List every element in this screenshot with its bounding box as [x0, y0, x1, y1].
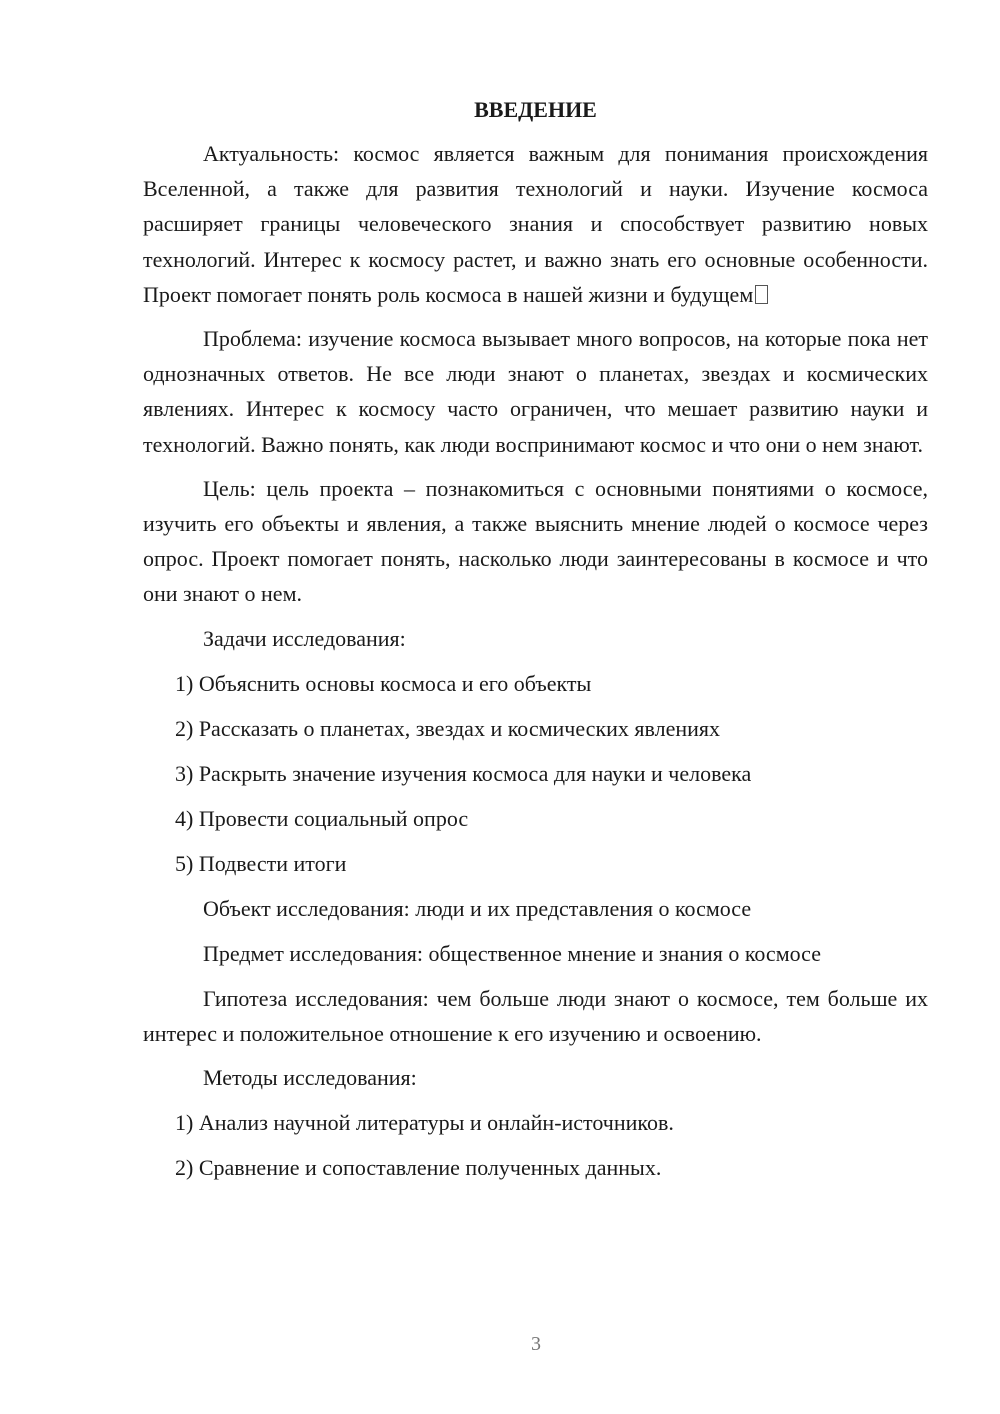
- hypothesis-paragraph: Гипотеза исследования: чем больше люди знают о космосе, тем больше их интерес и положительное отношение к его изучению и освоению.: [143, 985, 928, 1046]
- methods-heading: Методы исследования:: [203, 1065, 417, 1091]
- list-item: 3) Раскрыть значение изучения космоса для науки и человека: [175, 760, 752, 786]
- list-item: 5) Подвести итоги: [175, 850, 347, 876]
- tasks-list: [143, 666, 928, 881]
- list-item: 1) Объяснить основы космоса и его объекты: [175, 670, 592, 696]
- goal-paragraph: Цель: цель проекта – познакомиться с основными понятиями о космосе, изучить его объекты и явления, а также выяснить мнение людей о космосе через опрос. Проект помогает понять, насколько люди заинтересованы в космосе и что они знают о нем.: [143, 475, 928, 607]
- tasks-heading: Задачи исследования:: [203, 625, 406, 651]
- relevance-paragraph: [143, 136, 928, 312]
- page-number: 3: [531, 1333, 541, 1355]
- relevance-text: Актуальность: космос является важным для понимания происхождения Вселенной, а также для развития технологий и науки. Изучение космоса расширяет границы человеческого знания и способствует развитию новых технологий. Интерес к космосу растет, и важно знать его основные особенности. Проект помогает понять роль космоса в нашей жизни и будущем: [143, 141, 928, 307]
- problem-paragraph: Проблема: изучение космоса вызывает много вопросов, на которые пока нет однозначных ответов. Не все люди знают о планетах, звездах и космических явлениях. Интерес к космосу часто ограничен, что мешает развитию науки и технологий. Важно понять, как люди воспринимают космос и что они о нем знают.: [143, 326, 928, 457]
- object-paragraph: Объект исследования: люди и их представления о космосе: [203, 895, 752, 921]
- list-item: 2) Сравнение и сопоставление полученных данных.: [175, 1155, 662, 1181]
- list-item: 1) Анализ научной литературы и онлайн-источников.: [175, 1110, 674, 1136]
- list-item: 4) Провести социальный опрос: [175, 805, 469, 831]
- missing-glyph-icon: [755, 285, 768, 304]
- subject-paragraph: Предмет исследования: общественное мнение и знания о космосе: [203, 940, 821, 966]
- methods-list: [143, 1105, 928, 1185]
- list-item: 2) Рассказать о планетах, звездах и космических явлениях: [175, 715, 721, 741]
- document-page: [143, 93, 928, 1195]
- page-title: ВВЕДЕНИЕ: [474, 97, 597, 122]
